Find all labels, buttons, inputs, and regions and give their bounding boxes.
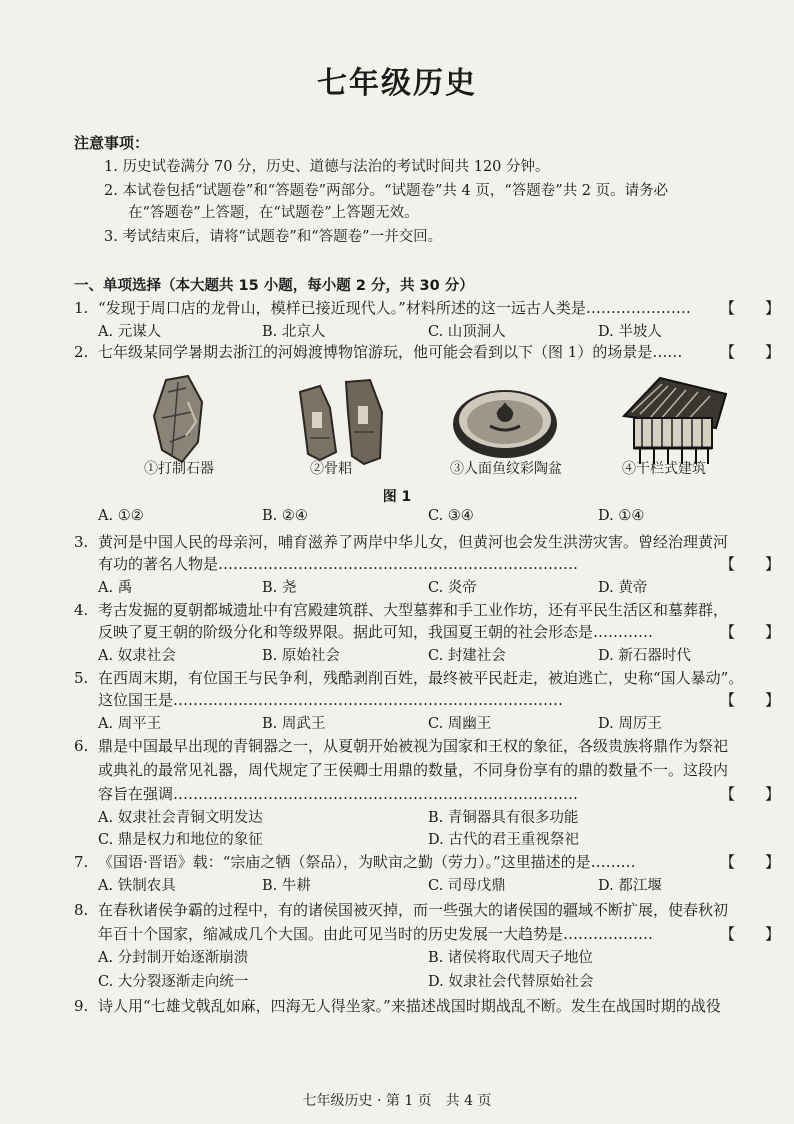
option-c: C. 山顶洞人	[428, 324, 506, 340]
option-d: D. 周厉王	[598, 716, 662, 732]
answer-bracket: 【 】	[719, 691, 780, 709]
question-8-options-row-1	[98, 946, 778, 970]
notice-item-2-cont: 在“答题卷”上答题，在“试题卷”上答题无效。	[128, 205, 419, 221]
question-3: 3. 黄河是中国人民的母亲河，哺育滋养了两岸中华儿女，但黄河也会发生洪涝灾害。曾经治理黄河	[74, 533, 729, 551]
bone-spade-image	[290, 372, 390, 472]
question-1: 1. “发现于周口店的龙骨山，模样已接近现代人。”材料所述的这一远古人类是………………… 【 】	[74, 296, 786, 320]
notice-heading: 注意事项：	[74, 134, 150, 152]
answer-bracket: 【 】	[719, 299, 780, 317]
option-b: B. 尧	[262, 580, 297, 596]
option-c: C. 封建社会	[428, 648, 506, 664]
option-d: D. 新石器时代	[598, 648, 691, 664]
question-3-cont: 有功的著名人物是……………………………………………………………… 【 】	[98, 552, 786, 576]
caption-3: ③人面鱼纹彩陶盆	[450, 461, 562, 477]
question-6: 6. 鼎是中国最早出现的青铜器之一，从夏朝开始被视为国家和王权的象征，各级贵族将鼎作为祭祀	[74, 737, 729, 755]
question-9: 9. 诗人用“七雄戈戟乱如麻，四海无人得坐家。”来描述战国时期战乱不断。发生在战国时期的战役	[74, 997, 721, 1015]
option-d: D. 奴隶社会代替原始社会	[428, 974, 594, 990]
option-a: A. 铁制农具	[98, 878, 176, 894]
question-8: 8. 在春秋诸侯争霸的过程中，有的诸侯国被灭掉，而一些强大的诸侯国的疆域不断扩展，使春秋初	[74, 901, 729, 919]
option-c: C. ③④	[428, 508, 474, 524]
stilt-house-image	[620, 372, 730, 472]
option-b: B. 原始社会	[262, 648, 340, 664]
option-a: A. 元谋人	[98, 324, 162, 340]
caption-1: ①打制石器	[144, 461, 214, 477]
question-5: 5. 在西周末期，有位国王与民争利，残酷剥削百姓，最终被平民赶走，被迫逃亡，史称“国人暴动”。	[74, 669, 744, 687]
option-a: A. 奴隶社会青铜文明发达	[98, 810, 263, 826]
answer-bracket: 【 】	[719, 343, 780, 361]
page-title: 七年级历史	[317, 66, 477, 101]
option-b: B. 诸侯将取代周天子地位	[428, 950, 593, 966]
notice-item-1: 1. 历史试卷满分 70 分，历史、道德与法治的考试时间共 120 分钟。	[104, 159, 550, 175]
figure-label: 图 1	[382, 489, 412, 505]
option-a: A. ①②	[98, 508, 144, 524]
option-c: C. 司母戊鼎	[428, 878, 506, 894]
question-6-options-row-2	[98, 828, 778, 852]
answer-bracket: 【 】	[719, 555, 780, 573]
stone-tool-image	[148, 372, 208, 472]
question-7: 7. 《国语·晋语》载：“宗庙之牺（祭品），为畎亩之勤（劳力）。”这里描述的是……… 【 】	[74, 850, 786, 874]
option-d: D. ①④	[598, 508, 645, 524]
question-4-options	[98, 644, 778, 668]
answer-bracket: 【 】	[719, 785, 780, 803]
option-d: D. 古代的君王重视祭祀	[428, 832, 579, 848]
question-4-cont: 反映了夏王朝的阶级分化和等级界限。据此可知，我国夏王朝的社会形态是………… 【 】	[98, 620, 786, 644]
option-d: D. 半坡人	[598, 324, 662, 340]
question-6-options-row-1	[98, 806, 778, 830]
page-footer: 七年级历史 · 第 1 页 共 4 页	[302, 1093, 492, 1109]
option-c: C. 鼎是权力和地位的象征	[98, 832, 263, 848]
answer-bracket: 【 】	[719, 853, 780, 871]
caption-2: ②骨耜	[310, 461, 352, 477]
option-a: A. 周平王	[98, 716, 162, 732]
question-8-cont: 年百十个国家，缩减成几个大国。由此可见当时的历史发展一大趋势是……………… 【 】	[98, 922, 786, 946]
option-b: B. 周武王	[262, 716, 326, 732]
answer-bracket: 【 】	[719, 623, 780, 641]
question-3-options	[98, 576, 778, 600]
question-5-cont: 这位国王是…………………………………………………………………… 【 】	[98, 688, 786, 712]
notice-item-2: 2. 本试卷包括“试题卷”和“答题卷”两部分。“试题卷”共 4 页，“答题卷”共 2 页。请务必	[104, 183, 669, 199]
option-c: C. 周幽王	[428, 716, 492, 732]
answer-bracket: 【 】	[719, 925, 780, 943]
question-5-options	[98, 712, 778, 736]
caption-4: ④干栏式建筑	[622, 461, 706, 477]
option-a: A. 禹	[98, 580, 133, 596]
option-d: D. 都江堰	[598, 878, 662, 894]
painted-pottery-basin-image	[450, 372, 560, 472]
question-4: 4. 考古发掘的夏朝都城遗址中有宫殿建筑群、大型墓葬和手工业作坊，还有平民生活区和墓葬群，	[74, 601, 729, 619]
question-2: 2. 七年级某同学暑期去浙江的河姆渡博物馆游玩，他可能会看到以下（图 1）的场景是…… 【 】	[74, 340, 786, 364]
question-6-cont-2: 容旨在强调……………………………………………………………………… 【 】	[98, 782, 786, 806]
question-8-options-row-2	[98, 970, 778, 994]
question-7-options	[98, 874, 778, 898]
option-d: D. 黄帝	[598, 580, 648, 596]
question-2-options	[98, 508, 778, 532]
option-b: B. 牛耕	[262, 878, 311, 894]
option-b: B. 北京人	[262, 324, 326, 340]
option-c: C. 大分裂逐渐走向统一	[98, 974, 249, 990]
option-a: A. 分封制开始逐渐崩溃	[98, 950, 249, 966]
option-c: C. 炎帝	[428, 580, 477, 596]
section-heading: 一、单项选择（本大题共 15 小题，每小题 2 分，共 30 分）	[74, 278, 474, 294]
notice-item-3: 3. 考试结束后，请将“试题卷”和“答题卷”一并交回。	[104, 229, 443, 245]
question-6-cont-1: 或典礼的最常见礼器，周代规定了王侯卿士用鼎的数量，不同身份享有的鼎的数量不一。这段内	[98, 761, 729, 779]
option-b: B. 青铜器具有很多功能	[428, 810, 579, 826]
option-a: A. 奴隶社会	[98, 648, 176, 664]
option-b: B. ②④	[262, 508, 308, 524]
